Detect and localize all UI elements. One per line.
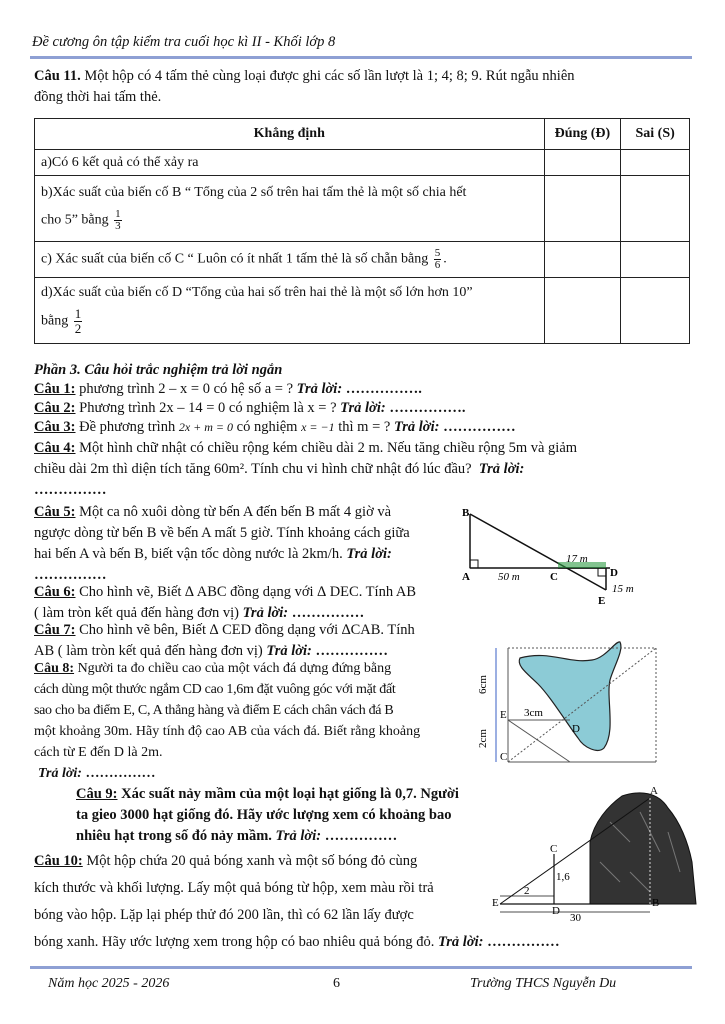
fig6-label-a: A — [462, 571, 470, 583]
fig8-label-b: B — [652, 897, 660, 909]
row-b-line-2: cho 5” bằng — [41, 212, 109, 228]
row-d-false-cell[interactable] — [621, 278, 690, 344]
question-9: Câu 9: Xác suất nảy mầm của một loại hạt giống là 0,7. Người ta gieo 3000 hạt giống đó. Hãy ước lượng xem có khoảng bao nhiêu hạt trong số đó nảy mầm. Trả lời: …………… — [76, 786, 459, 844]
col-header-false: Sai (S) — [621, 119, 690, 150]
figure-triangle-ced-cab — [477, 636, 680, 772]
row-a-true-cell[interactable] — [544, 150, 621, 176]
fig8-label-ed: 2 — [524, 885, 530, 897]
q11-text-2: đồng thời hai tấm thẻ. — [34, 89, 162, 105]
question-2: Câu 2: Phương trình 2x – 14 = 0 có nghiệm là x = ? Trả lời: ……………. — [34, 400, 466, 416]
footer-rule — [30, 966, 692, 969]
fraction-five-sixths: $\frac{5}{6}$ — [434, 247, 441, 271]
fig6-label-c: C — [550, 571, 558, 583]
fig6-label-e: E — [598, 595, 606, 607]
row-c-statement: c) Xác suất của biến cố C “ Luôn có ít nhất 1 tấm thẻ là số chẵn bằng $\frac{5}{6}$ . — [35, 242, 545, 278]
question-3: Câu 3: Đề phương trình 2x + m = 0 có nghiệm x = −1 thì m = ? Trả lời: …………… — [34, 419, 516, 435]
row-b-statement — [35, 176, 545, 242]
row-d-line-2: bằng — [41, 313, 69, 329]
true-false-table — [34, 118, 690, 344]
fig7-label-e: E — [500, 709, 507, 721]
footer-school: Trường THCS Nguyễn Du — [470, 976, 617, 991]
row-d-true-cell[interactable] — [544, 278, 621, 344]
fig8-label-eb: 30 — [570, 912, 581, 924]
question-6: Câu 6: Cho hình vẽ, Biết ∆ ABC đồng dạng với ∆ DEC. Tính AB ( làm tròn kết quả đến hàng đơn vị) Trả lời: …………… — [34, 584, 417, 621]
footer-year: Năm học 2025 - 2026 — [48, 976, 170, 991]
col-header-true: Đúng (Đ) — [544, 119, 621, 150]
fig7-label-side: 2cm — [477, 729, 489, 748]
fig6-label-cd: 17 m — [566, 553, 588, 565]
row-d-statement — [35, 278, 545, 344]
page-header: Đề cương ôn tập kiểm tra cuối học kì II - Khối lớp 8 — [32, 34, 336, 50]
question-1: Câu 1: phương trình 2 – x = 0 có hệ số a = ? Trả lời: ……………. — [34, 381, 422, 397]
fig8-label-cd: 1,6 — [556, 871, 570, 883]
fig7-label-c: C — [500, 751, 508, 763]
fig7-label-height: 6cm — [477, 675, 489, 694]
question-7: Câu 7: Cho hình vẽ bên, Biết ∆ CED đồng dạng với ∆CAB. Tính AB ( làm tròn kết quả đến hàng đơn vị) Trả lời: …………… — [34, 622, 415, 659]
q11-label: Câu 11. — [34, 68, 81, 84]
page-number: 6 — [333, 976, 340, 991]
figure-similar-triangles-abc-dec — [458, 500, 658, 612]
fig8-label-a: A — [650, 785, 658, 797]
figure-cliff-height — [490, 782, 702, 922]
question-8: Câu 8: Người ta đo chiều cao của một vách đá dựng đứng bằng cách dùng một thước ngắm CD cao 1,6m đặt vuông góc với mặt đất sao cho ba điểm E, C, A thẳng hàng và điểm E cách chân vách đá B một khoảng 30m. Hãy tính độ cao AB của vách đá. Biết rằng khoảng cách từ E đến D là 2m. Trả lời: …………… — [34, 661, 421, 781]
fig6-label-d: D — [610, 567, 618, 579]
header-rule — [30, 56, 692, 59]
col-header-statement: Khẳng định — [35, 119, 545, 150]
fig6-label-ac: 50 m — [498, 571, 520, 583]
row-c-true-cell[interactable] — [544, 242, 621, 278]
question-11 — [34, 66, 690, 108]
q11-text-1: Một hộp có 4 tấm thẻ cùng loại được ghi các số lần lượt là 1; 4; 8; 9. Rút ngẫu nhiên — [84, 68, 575, 84]
fig8-label-d: D — [552, 905, 560, 917]
fig7-label-d: D — [572, 723, 580, 735]
fig8-label-c: C — [550, 843, 558, 855]
fig7-label-width: 3cm — [524, 707, 543, 719]
row-b-true-cell[interactable] — [544, 176, 621, 242]
part-3-title: Phần 3. Câu hỏi trắc nghiệm trả lời ngắn — [34, 362, 283, 378]
fig8-label-e: E — [492, 897, 499, 909]
row-a-statement: a)Có 6 kết quả có thể xảy ra — [35, 150, 545, 176]
question-10: Câu 10: Một hộp chứa 20 quả bóng xanh và một số bóng đỏ cùng kích thước và khối lượng. Lấy một quả bóng từ hộp, xem màu rồi trả bóng vào hộp. Lặp lại phép thử đó 200 lần, thì có 62 lần lấy được bóng xanh. Hãy ước lượng xem trong hộp có bao nhiêu quả bóng đỏ. Trả lời: …………… — [34, 853, 560, 950]
row-d-line-1: d)Xác suất của biến cố D “Tổng của hai số trên hai thẻ là một số lớn hơn 10” — [41, 285, 473, 300]
question-5: Câu 5: Một ca nô xuôi dòng từ bến A đến bến B mất 4 giờ và ngược dòng từ bến B về bến A mất 5 giờ. Tính khoảng cách giữa hai bến A và bến B, biết vận tốc dòng nước là 2km/h. Trả lời: …………… — [34, 504, 410, 583]
row-b-line-1: b)Xác suất của biến cố B “ Tổng của 2 số trên hai tấm thẻ là một số chia hết — [41, 185, 467, 200]
fraction-one-half: $\frac{1}{2}$ — [74, 306, 82, 336]
row-c-false-cell[interactable] — [621, 242, 690, 278]
fig6-label-b: B — [462, 507, 470, 519]
row-b-false-cell[interactable] — [621, 176, 690, 242]
row-a-false-cell[interactable] — [621, 150, 690, 176]
fig6-label-de: 15 m — [612, 583, 634, 595]
question-4: Câu 4: Một hình chữ nhật có chiều rộng kém chiều dài 2 m. Nếu tăng chiều rộng 5m và giảm chiều dài 2m thì diện tích tăng 60m². Tính chu vi hình chữ nhật đó lúc đầu? Trả lời: …………… — [34, 440, 578, 498]
fraction-one-third: $\frac{1}{3}$ — [115, 208, 121, 232]
